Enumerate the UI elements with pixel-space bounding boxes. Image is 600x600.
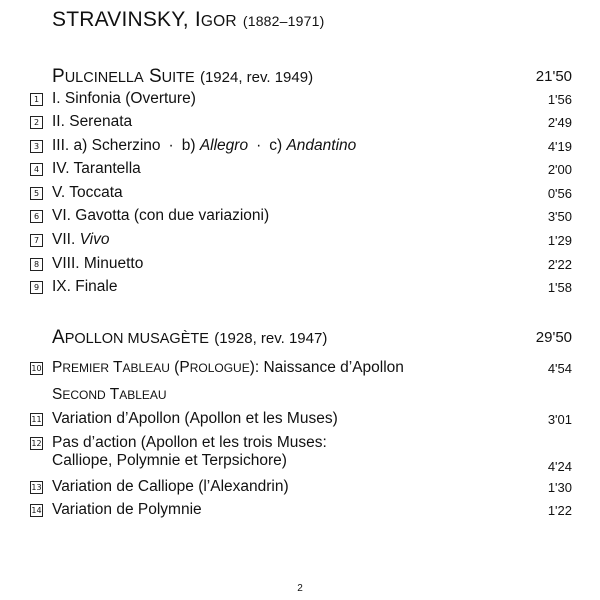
- track-title: [52, 137, 356, 155]
- track-number-box: 3: [30, 140, 43, 153]
- track-duration: 2'00: [547, 162, 572, 177]
- track-duration: 0'56: [547, 186, 572, 201]
- track-title: Variation d’Apollon (Apollon et les Muses): [52, 410, 338, 427]
- separator-dot: ·: [256, 137, 262, 154]
- track-title-rest: REMIER: [62, 361, 110, 375]
- work-years: (1928, rev. 1947): [214, 330, 328, 347]
- work-years: (1924, rev. 1949): [199, 69, 314, 86]
- track-title: Variation de Calliope (l’Alexandrin): [52, 478, 289, 495]
- track-title-after: ): Naissance d’Apollon: [249, 359, 404, 376]
- track-number-box: 5: [30, 187, 43, 200]
- subheading-cap: S: [52, 386, 63, 403]
- track-title-cap-2: T: [113, 359, 123, 376]
- track-number-box: 13: [31, 483, 42, 492]
- track-title: [52, 434, 327, 470]
- track-row: [30, 231, 572, 254]
- page-number: 2: [297, 583, 303, 594]
- track-row: [30, 90, 572, 113]
- subheading-rest-2: ABLEAU: [119, 388, 167, 402]
- track-duration: 1'30: [547, 480, 572, 495]
- track-duration: 4'24: [547, 459, 572, 474]
- track-row: [30, 160, 572, 183]
- separator-dot: ·: [168, 137, 174, 154]
- track-row: [30, 501, 572, 524]
- track-number-box: 6: [30, 210, 43, 223]
- track-number-box: 8: [30, 258, 43, 271]
- track-row: [30, 113, 572, 136]
- track-title: [52, 231, 109, 249]
- track-row: [30, 255, 572, 278]
- work-duration: 29'50: [535, 329, 572, 346]
- track-title-line-1: Pas d’action (Apollon et les trois Muses:: [52, 434, 327, 451]
- track-row: [30, 207, 572, 230]
- track-number-box: 7: [30, 234, 43, 247]
- track-duration: 1'58: [547, 280, 572, 295]
- track-title: IX. Finale: [52, 278, 118, 295]
- track-title-numeral: VII.: [52, 231, 80, 248]
- track-title: Variation de Polymnie: [52, 501, 202, 518]
- work-title: A: [52, 327, 65, 348]
- track-row: [30, 410, 572, 433]
- track-title: [52, 359, 404, 377]
- track-title-part-b-label: b): [181, 137, 200, 154]
- track-title: VI. Gavotta (con due variazioni): [52, 207, 270, 224]
- track-duration: 2'49: [547, 115, 572, 130]
- work-title-2: S: [148, 66, 162, 87]
- work-title-rest: POLLON MUSAGÈTE: [64, 331, 209, 347]
- track-title-part-b: Allegro: [199, 137, 249, 154]
- track-row: [30, 278, 572, 301]
- track-title-rest-2: ABLEAU: [122, 361, 170, 375]
- track-duration: 4'19: [547, 139, 572, 154]
- track-duration: 4'54: [547, 361, 572, 376]
- track-row: [30, 434, 572, 480]
- composer-dates: (1882–1971): [242, 13, 325, 29]
- track-duration: 3'01: [547, 412, 572, 427]
- track-duration: 1'29: [547, 233, 572, 248]
- work-title-rest: ULCINELLA: [64, 70, 144, 86]
- track-number-box: 10: [31, 364, 42, 373]
- track-number-box: 11: [31, 415, 42, 424]
- subheading-rest: ECOND: [62, 388, 106, 402]
- work-title-rest-2: UITE: [161, 70, 195, 86]
- track-number-box: 14: [31, 506, 42, 515]
- track-number-box: 1: [30, 93, 43, 106]
- track-row: [30, 137, 572, 160]
- work-title: P: [52, 66, 65, 87]
- track-number-box: 12: [31, 439, 42, 448]
- track-row: [30, 478, 572, 501]
- track-title: IV. Tarantella: [52, 160, 141, 177]
- track-title: II. Serenata: [52, 113, 133, 130]
- track-title-italic: Vivo: [79, 231, 110, 248]
- composer-name-rest: GOR: [200, 13, 237, 30]
- subheading-cap-2: T: [109, 386, 120, 403]
- track-title-part-c: Andantino: [286, 137, 357, 154]
- track-title-rest-3: ROLOGUE: [189, 361, 250, 375]
- work-heading-apollon: [52, 327, 572, 355]
- track-row: [30, 184, 572, 207]
- work-duration: 21'50: [535, 68, 572, 85]
- track-title-paren: (P: [169, 359, 190, 376]
- track-number-box: 9: [30, 281, 43, 294]
- track-duration: 3'50: [547, 209, 572, 224]
- track-number-box: 2: [30, 116, 43, 129]
- track-row: [30, 359, 572, 382]
- track-title: I. Sinfonia (Overture): [52, 90, 196, 107]
- composer-heading: [52, 8, 324, 32]
- track-duration: 1'22: [547, 503, 572, 518]
- track-title: V. Toccata: [52, 184, 123, 201]
- track-title: VIII. Minuetto: [52, 255, 144, 272]
- track-title-part-c-label: c): [269, 137, 287, 154]
- composer-name: STRAVINSKY, I: [52, 8, 201, 31]
- track-duration: 1'56: [547, 92, 572, 107]
- track-duration: 2'22: [547, 257, 572, 272]
- track-number-box: 4: [30, 163, 43, 176]
- track-title-part-a: III. a) Scherzino: [52, 137, 161, 154]
- track-title-line-2: Calliope, Polymnie et Terpsichore): [52, 452, 287, 469]
- subheading-second-tableau: [52, 386, 167, 404]
- track-title-cap: P: [52, 359, 63, 376]
